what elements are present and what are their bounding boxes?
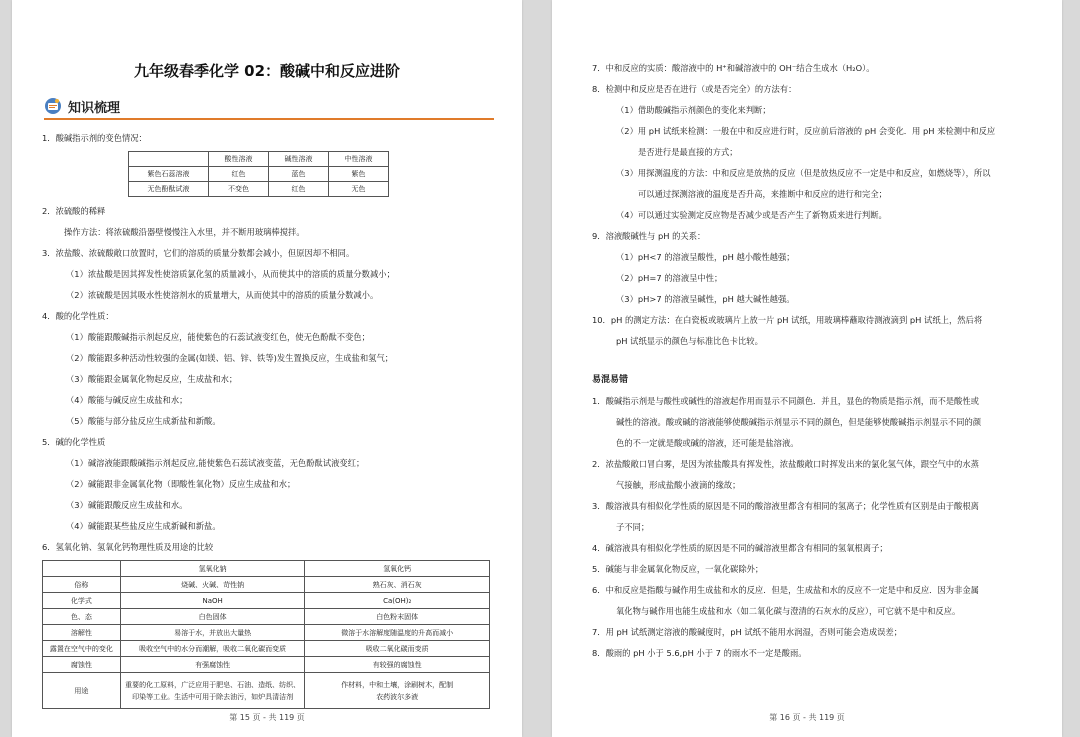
use-caoh-line-1: 作材料，中和土壤，涂刷树木，配制 (341, 680, 454, 689)
table-cell: 中性溶液 (329, 152, 389, 167)
item-4-5: （5）酸能与部分盐反应生成新盐和新酸。 (66, 416, 221, 426)
item-5: 5．碱的化学性质 (42, 437, 106, 447)
table-cell: 紫色 (329, 167, 389, 182)
confusion-2-cont: 气接触，形成盐酸小液滴的缘故； (616, 480, 741, 490)
left-content (42, 128, 496, 709)
item-1: 1．酸碱指示剂的变色情况： (42, 133, 147, 143)
item-8-1: （1）借助酸碱指示剂颜色的变化来判断； (616, 105, 771, 115)
confusion-1-cont2: 色的不一定就是酸或碱的溶液，还可能是盐溶液。 (616, 438, 799, 448)
table-cell: 微溶于水溶解度随温度的升高而减小 (305, 625, 490, 641)
table-cell: 无色 (329, 182, 389, 197)
table-cell: 氢氧化钙 (305, 561, 490, 577)
confusion-8: 8．酸雨的 pH 小于 5.6,pH 小于 7 的雨水不一定是酸雨。 (592, 648, 807, 658)
table-cell: 吸收二氧化碳而变质 (305, 641, 490, 657)
table-cell: 白色固体 (120, 609, 305, 625)
table-row (43, 657, 490, 673)
page-footer: 第 15 页 - 共 119 页 (229, 713, 305, 722)
confusion-4: 4．碱溶液具有相似化学性质的原因是不同的碱溶液里都含有相同的氢氧根离子； (592, 543, 888, 553)
table-cell: 熟石灰、消石灰 (305, 577, 490, 593)
item-2-detail: 操作方法：将浓硫酸沿器壁慢慢注入水里，并不断用玻璃棒搅拌。 (64, 227, 305, 237)
table-cell: 红色 (269, 182, 329, 197)
table-cell: 溶解性 (43, 625, 121, 641)
table-cell: 色、态 (43, 609, 121, 625)
document-title: 九年级春季化学 02：酸碱中和反应进阶 (133, 62, 401, 80)
item-8-3: （3）用探测温度的方法：中和反应是放热的反应（但是放热反应不一定是中和反应，如燃烧等），所以 (616, 168, 991, 178)
table-cell: 吸收空气中的水分而潮解，吸收二氧化碳而变质 (120, 641, 305, 657)
confusion-1: 1．酸碱指示剂是与酸性或碱性的溶液起作用而显示不同颜色．并且，显色的物质是指示剂，而不是酸性或 (592, 396, 979, 406)
table-cell: 有较强的腐蚀性 (305, 657, 490, 673)
table-row (43, 577, 490, 593)
item-2: 2．浓硫酸的稀释 (42, 206, 106, 216)
item-6: 6．氢氧化钠、氢氧化钙物理性质及用途的比较 (42, 542, 214, 552)
confusion-1-cont: 碱性的溶液。酸或碱的溶液能够使酸碱指示剂显示不同的颜色，但是能够使酸碱指示剂显示不同的颜 (616, 417, 982, 427)
table-cell: 无色酚酞试液 (129, 182, 209, 197)
item-4-2: （2）酸能跟多种活动性较强的金属(如镁、铝、锌、铁等)发生置换反应，生成盐和氢气； (66, 353, 394, 363)
confusion-heading: 易混易错 (592, 375, 629, 385)
section-title: 知识梳理 (68, 100, 121, 116)
table-cell: 易溶于水，并放出大量热 (120, 625, 305, 641)
table-cell: 酸性溶液 (209, 152, 269, 167)
table-header-row (129, 152, 389, 167)
item-3: 3．浓盐酸、浓硫酸敞口放置时，它们的溶质的质量分数都会减小，但原因却不相同。 (42, 248, 355, 258)
document-page-left (12, 0, 522, 737)
table-row (43, 673, 490, 709)
use-caoh-line-2: 农药波尔多液 (376, 692, 419, 701)
item-5-1: （1）碱溶液能跟酸碱指示剂起反应,能使紫色石蕊试液变蓝，无色酚酞试液变红； (66, 458, 365, 468)
table-cell: 有强腐蚀性 (120, 657, 305, 673)
table-row (129, 182, 389, 197)
table-cell: 化学式 (43, 593, 121, 609)
table-row (43, 625, 490, 641)
table-cell: 腐蚀性 (43, 657, 121, 673)
table-cell: 碱性溶液 (269, 152, 329, 167)
confusion-6-cont: 氧化物与碱作用也能生成盐和水（如二氧化碳与澄清的石灰水的反应），可它就不是中和反应。 (616, 606, 961, 616)
page-footer: 第 16 页 - 共 119 页 (769, 713, 845, 722)
table-cell: 不变色 (209, 182, 269, 197)
item-8-3-cont: 可以通过探测溶液的温度是否升高，来推断中和反应的进行和完全； (638, 189, 887, 199)
knowledge-icon (44, 97, 62, 115)
table-row (43, 593, 490, 609)
table-cell: NaOH (120, 593, 305, 609)
item-10: 10．pH 的测定方法：在白瓷板或玻璃片上放一片 pH 试纸，用玻璃棒蘸取待测液滴到 pH 试纸上，然后将 (592, 315, 983, 325)
table-cell: 烧碱、火碱、苛性钠 (120, 577, 305, 593)
item-5-2: （2）碱能跟非金属氧化物（即酸性氧化物）反应生成盐和水； (66, 479, 296, 489)
item-3-1: （1）浓盐酸是因其挥发性使溶质氯化氢的质量减小，从而使其中的溶质的质量分数减小； (66, 269, 395, 279)
item-9-3: （3）pH>7 的溶液呈碱性，pH 越大碱性越强。 (616, 294, 795, 304)
item-7: 7．中和反应的实质：酸溶液中的 H⁺和碱溶液中的 OH⁻结合生成水（H₂O）。 (592, 63, 875, 73)
item-3-2: （2）浓硫酸是因其吸水性使溶剂水的质量增大，从而使其中的溶质的质量分数减小。 (66, 290, 379, 300)
confusion-6: 6．中和反应是指酸与碱作用生成盐和水的反应．但是，生成盐和水的反应不一定是中和反应．因为非金属 (592, 585, 979, 595)
item-8: 8．检测中和反应是否在进行（或是否完全）的方法有： (592, 84, 797, 94)
item-4-3: （3）酸能跟金属氧化物起反应，生成盐和水； (66, 374, 238, 384)
table-cell: 白色粉末固体 (305, 609, 490, 625)
table-cell: 红色 (209, 167, 269, 182)
comparison-table (42, 560, 490, 709)
right-content (592, 58, 1036, 664)
table-row (43, 609, 490, 625)
confusion-5: 5．碱能与非金属氧化物反应，一氧化碳除外； (592, 564, 764, 574)
table-cell (43, 561, 121, 577)
table-row (129, 167, 389, 182)
table-cell (305, 673, 490, 709)
item-8-2: （2）用 pH 试纸来检测：一般在中和反应进行时，反应前后溶液的 pH 会变化．用 pH 来检测中和反应 (616, 126, 996, 136)
item-8-4: （4）可以通过实验测定反应物是否减少或是否产生了新物质来进行判断。 (616, 210, 887, 220)
item-5-4: （4）碱能跟某些盐反应生成新碱和新盐。 (66, 521, 221, 531)
use-naoh-line-1: 重要的化工原料，广泛应用于肥皂、石油、造纸、纺织、 (125, 680, 301, 689)
confusion-3-cont: 子不同； (616, 522, 650, 532)
table-cell: 露置在空气中的变化 (43, 641, 121, 657)
confusion-2: 2．浓盐酸敞口冒白雾，是因为浓盐酸具有挥发性，浓盐酸敞口时挥发出来的氯化氢气体，跟空气中的水蒸 (592, 459, 979, 469)
item-9-1: （1）pH<7 的溶液呈酸性，pH 越小酸性越强； (616, 252, 795, 262)
confusion-3: 3．酸溶液具有相似化学性质的原因是不同的酸溶液里都含有相同的氢离子；化学性质有区别是由于酸根离 (592, 501, 979, 511)
item-4-4: （4）酸能与碱反应生成盐和水； (66, 395, 188, 405)
indicator-table (128, 151, 389, 197)
table-cell: 紫色石蕊溶液 (129, 167, 209, 182)
use-naoh-line-2: 印染等工业。生活中可用于除去油污，如炉具清洁剂 (132, 692, 294, 701)
table-header-row (43, 561, 490, 577)
item-8-2-cont: 是否进行是最直接的方式； (638, 147, 738, 157)
table-cell: 蓝色 (269, 167, 329, 182)
item-10-cont: pH 试纸显示的颜色与标准比色卡比较。 (616, 336, 763, 346)
table-cell (120, 673, 305, 709)
confusion-7: 7．用 pH 试纸测定溶液的酸碱度时，pH 试纸不能用水润湿，否则可能会造成误差； (592, 627, 903, 637)
item-9-2: （2）pH=7 的溶液呈中性； (616, 273, 723, 283)
item-9: 9．溶液酸碱性与 pH 的关系： (592, 231, 706, 241)
item-5-3: （3）碱能跟酸反应生成盐和水。 (66, 500, 188, 510)
table-cell: 用途 (43, 673, 121, 709)
document-page-right (552, 0, 1062, 737)
table-cell: 氢氧化钠 (120, 561, 305, 577)
item-4-1: （1）酸能跟酸碱指示剂起反应，能使紫色的石蕊试液变红色，使无色酚酞不变色； (66, 332, 370, 342)
table-cell: Ca(OH)₂ (305, 593, 490, 609)
section-header (44, 94, 494, 120)
table-cell: 俗称 (43, 577, 121, 593)
item-4: 4．酸的化学性质： (42, 311, 114, 321)
table-row (43, 641, 490, 657)
table-cell (129, 152, 209, 167)
